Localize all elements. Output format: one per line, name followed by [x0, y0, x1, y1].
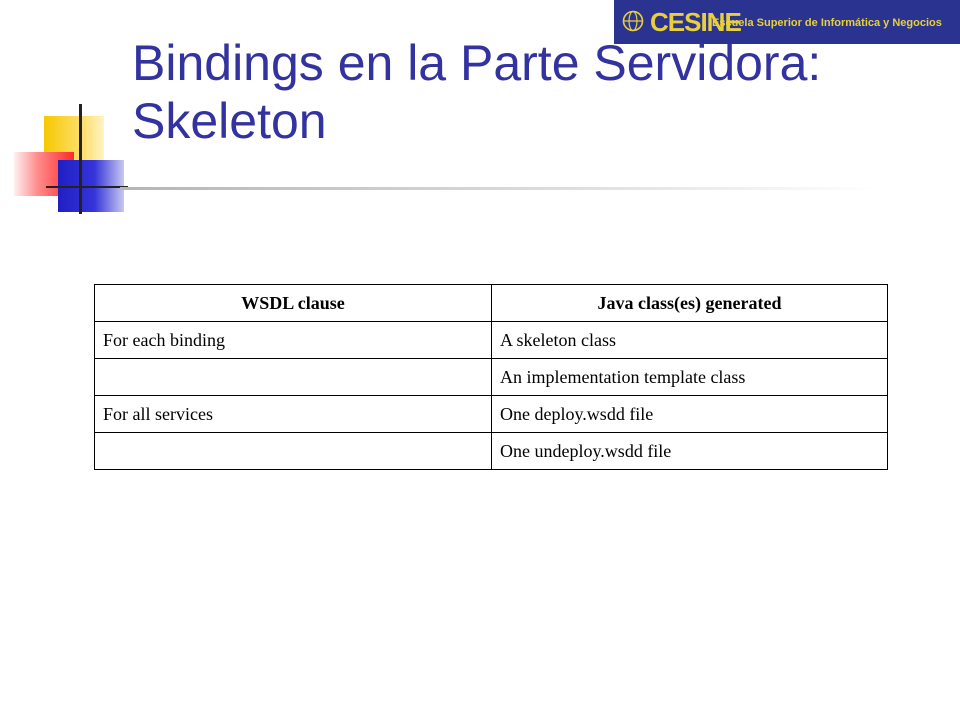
slide-title — [132, 34, 952, 150]
cell-wsdl-clause: For each binding — [95, 322, 492, 359]
table-row — [95, 322, 888, 359]
table-row — [95, 396, 888, 433]
table-header-row — [95, 285, 888, 322]
logo-tagline: Escuela Superior de Informática y Negocios — [712, 17, 942, 29]
cell-wsdl-clause — [95, 359, 492, 396]
decorative-horizontal-line — [46, 186, 128, 188]
cell-wsdl-clause — [95, 433, 492, 470]
header-java-classes: Java class(es) generated — [492, 285, 888, 322]
cell-java-classes: One undeploy.wsdd file — [492, 433, 888, 470]
globe-icon — [622, 10, 644, 32]
table-row — [95, 359, 888, 396]
cell-wsdl-clause: For all services — [95, 396, 492, 433]
header-wsdl-clause: WSDL clause — [95, 285, 492, 322]
logo-brand: CESINE — [650, 7, 741, 37]
decorative-vertical-line — [79, 104, 82, 214]
wsdl-clause-table — [94, 284, 888, 470]
slide-title-line-2: Skeleton — [132, 93, 327, 149]
slide-title-line-1: Bindings en la Parte Servidora: — [132, 35, 822, 91]
cell-java-classes: One deploy.wsdd file — [492, 396, 888, 433]
cell-java-classes: An implementation template class — [492, 359, 888, 396]
table-row — [95, 433, 888, 470]
cell-java-classes: A skeleton class — [492, 322, 888, 359]
title-underline-rule — [120, 187, 880, 190]
